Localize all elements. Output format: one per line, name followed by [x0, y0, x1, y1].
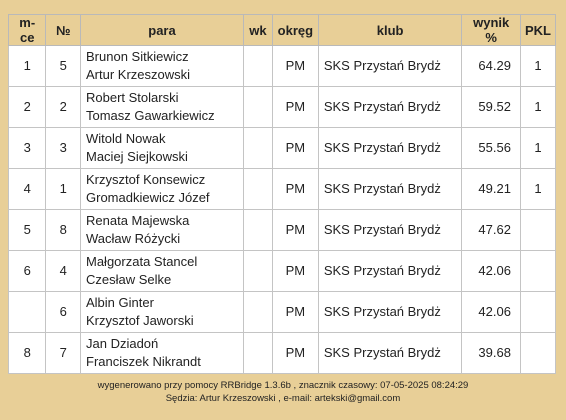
- player-1-name: Albin Ginter: [86, 295, 154, 310]
- player-1-name: Krzysztof Konsewicz: [86, 172, 206, 187]
- footer: [0, 379, 566, 405]
- pair-number-cell: 6: [46, 292, 81, 333]
- club-cell: SKS Przystań Brydż: [318, 251, 462, 292]
- pair-number-cell: 4: [46, 251, 81, 292]
- club-cell: SKS Przystań Brydż: [318, 292, 462, 333]
- place-cell: 8: [9, 333, 46, 374]
- pair-number-cell: 3: [46, 128, 81, 169]
- pkl-cell: [520, 292, 555, 333]
- pkl-cell: [520, 210, 555, 251]
- header-row: [9, 15, 556, 46]
- wk-cell: [244, 251, 273, 292]
- pair-names-cell: [81, 169, 244, 210]
- pkl-cell: [520, 251, 555, 292]
- pkl-cell: 1: [520, 169, 555, 210]
- place-cell: 3: [9, 128, 46, 169]
- player-1-name: Małgorzata Stancel: [86, 254, 198, 269]
- results-table: [8, 14, 556, 374]
- okreg-cell: PM: [272, 210, 318, 251]
- player-2-name: Krzysztof Jaworski: [86, 313, 194, 328]
- result-cell: 42.06: [462, 292, 521, 333]
- pair-number-cell: 2: [46, 87, 81, 128]
- club-cell: SKS Przystań Brydż: [318, 46, 462, 87]
- wk-cell: [244, 46, 273, 87]
- club-cell: SKS Przystań Brydż: [318, 169, 462, 210]
- result-cell: 42.06: [462, 251, 521, 292]
- table-row: [9, 210, 556, 251]
- place-cell: [9, 292, 46, 333]
- player-1-name: Renata Majewska: [86, 213, 190, 228]
- club-cell: SKS Przystań Brydż: [318, 87, 462, 128]
- header-club: klub: [318, 15, 462, 46]
- player-2-name: Franciszek Nikrandt: [86, 354, 201, 369]
- player-2-name: Wacław Różycki: [86, 231, 181, 246]
- wk-cell: [244, 210, 273, 251]
- table-row: [9, 169, 556, 210]
- result-cell: 55.56: [462, 128, 521, 169]
- pair-names-cell: [81, 251, 244, 292]
- place-cell: 1: [9, 46, 46, 87]
- okreg-cell: PM: [272, 46, 318, 87]
- player-1-name: Witold Nowak: [86, 131, 166, 146]
- pair-number-cell: 1: [46, 169, 81, 210]
- okreg-cell: PM: [272, 169, 318, 210]
- result-cell: 59.52: [462, 87, 521, 128]
- header-wk: wk: [244, 15, 273, 46]
- okreg-cell: PM: [272, 128, 318, 169]
- player-2-name: Tomasz Gawarkiewicz: [86, 108, 215, 123]
- club-cell: SKS Przystań Brydż: [318, 128, 462, 169]
- header-okreg: okręg: [272, 15, 318, 46]
- result-cell: 49.21: [462, 169, 521, 210]
- header-result: wynik %: [462, 15, 521, 46]
- club-cell: SKS Przystań Brydż: [318, 210, 462, 251]
- pair-names-cell: [81, 87, 244, 128]
- place-cell: 2: [9, 87, 46, 128]
- pair-names-cell: [81, 210, 244, 251]
- player-1-name: Jan Dziadoń: [86, 336, 159, 351]
- header-place: m-ce: [9, 15, 46, 46]
- player-1-name: Brunon Sitkiewicz: [86, 49, 189, 64]
- pair-names-cell: [81, 128, 244, 169]
- place-cell: 4: [9, 169, 46, 210]
- header-pair: para: [81, 15, 244, 46]
- player-2-name: Artur Krzeszowski: [86, 67, 191, 82]
- place-cell: 6: [9, 251, 46, 292]
- place-cell: 5: [9, 210, 46, 251]
- wk-cell: [244, 333, 273, 374]
- okreg-cell: PM: [272, 251, 318, 292]
- footer-generator-line: wygenerowano przy pomocy RRBridge 1.3.6b , znacznik czasowy: 07-05-2025 08:24:29: [97, 380, 469, 391]
- okreg-cell: PM: [272, 292, 318, 333]
- wk-cell: [244, 169, 273, 210]
- pkl-cell: 1: [520, 46, 555, 87]
- player-2-name: Czesław Selke: [86, 272, 172, 287]
- result-cell: 47.62: [462, 210, 521, 251]
- okreg-cell: PM: [272, 333, 318, 374]
- table-row: [9, 292, 556, 333]
- player-1-name: Robert Stolarski: [86, 90, 179, 105]
- table-row: [9, 128, 556, 169]
- wk-cell: [244, 87, 273, 128]
- pkl-cell: 1: [520, 87, 555, 128]
- player-2-name: Maciej Siejkowski: [86, 149, 188, 164]
- okreg-cell: PM: [272, 87, 318, 128]
- pair-names-cell: [81, 333, 244, 374]
- result-cell: 39.68: [462, 333, 521, 374]
- pair-names-cell: [81, 46, 244, 87]
- pair-number-cell: 8: [46, 210, 81, 251]
- wk-cell: [244, 292, 273, 333]
- footer-referee-line: Sędzia: Artur Krzeszowski , e-mail: artekski@gmail.com: [165, 393, 401, 404]
- header-num: №: [46, 15, 81, 46]
- pkl-cell: 1: [520, 128, 555, 169]
- header-pkl: PKL: [520, 15, 555, 46]
- pair-number-cell: 7: [46, 333, 81, 374]
- wk-cell: [244, 128, 273, 169]
- pair-names-cell: [81, 292, 244, 333]
- pair-number-cell: 5: [46, 46, 81, 87]
- club-cell: SKS Przystań Brydż: [318, 333, 462, 374]
- table-row: [9, 87, 556, 128]
- player-2-name: Gromadkiewicz Józef: [86, 190, 210, 205]
- table-row: [9, 333, 556, 374]
- table-row: [9, 251, 556, 292]
- result-cell: 64.29: [462, 46, 521, 87]
- pkl-cell: [520, 333, 555, 374]
- table-row: [9, 46, 556, 87]
